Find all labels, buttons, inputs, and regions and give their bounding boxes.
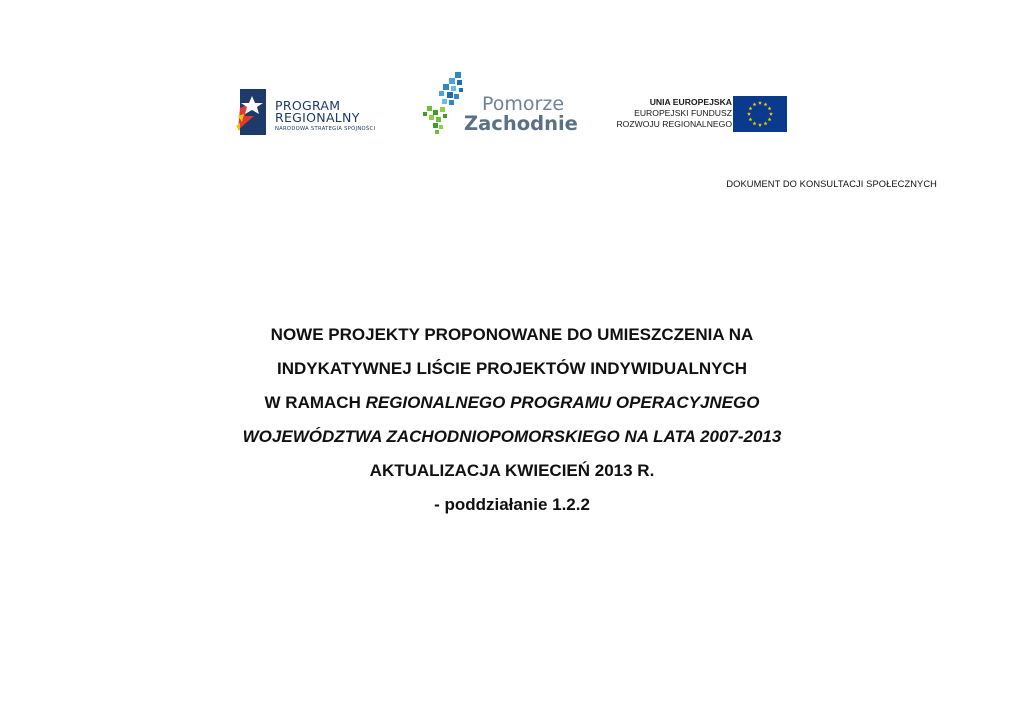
title-line-3	[0, 390, 1024, 424]
program-regionalny-logo	[236, 86, 386, 138]
eu-line3: ROZWOJU REGIONALNEGO	[616, 119, 732, 129]
document-title	[0, 322, 1024, 526]
zachodnie-word: Zachodnie	[464, 112, 578, 135]
program-regionalny-line1: PROGRAM	[275, 98, 341, 113]
eu-flag-icon	[733, 96, 787, 132]
eu-fund-logo	[608, 94, 790, 136]
eu-line2: EUROPEJSKI FUNDUSZ	[634, 108, 732, 118]
eu-fund-text	[616, 97, 732, 130]
title-line-1: NOWE PROJEKTY PROPONOWANE DO UMIESZCZENIA NA	[270, 325, 754, 344]
title-line-5: AKTUALIZACJA KWIECIEŃ 2013 R.	[369, 461, 655, 480]
eu-line1: UNIA EUROPEJSKA	[649, 97, 732, 107]
pomorze-zachodnie-mosaic-icon	[421, 70, 465, 138]
program-regionalny-subtitle: NARODOWA STRATEGIA SPÓJNOŚCI	[275, 126, 376, 132]
title-line-6: - poddziałanie 1.2.2	[434, 495, 590, 514]
title-line-2: INDYKATYWNEJ LIŚCIE PROJEKTÓW INDYWIDUALNYCH	[276, 359, 748, 378]
logo-strip	[0, 0, 1024, 189]
program-regionalny-emblem-icon	[236, 86, 270, 138]
program-regionalny-line2: REGIONALNY	[275, 110, 360, 125]
title-line-4: WOJEWÓDZTWA ZACHODNIOPOMORSKIEGO NA LATA 2007-2013	[242, 427, 782, 446]
title-line-3-prefix: W RAMACH	[264, 393, 366, 412]
consultation-note: DOKUMENT DO KONSULTACJI SPOŁECZNYCH	[726, 179, 937, 189]
pomorze-zachodnie-logo	[421, 70, 578, 138]
pomorze-word: Pomorze	[482, 93, 565, 115]
title-line-3-program-name: REGIONALNEGO PROGRAMU OPERACYJNEGO	[365, 393, 760, 412]
